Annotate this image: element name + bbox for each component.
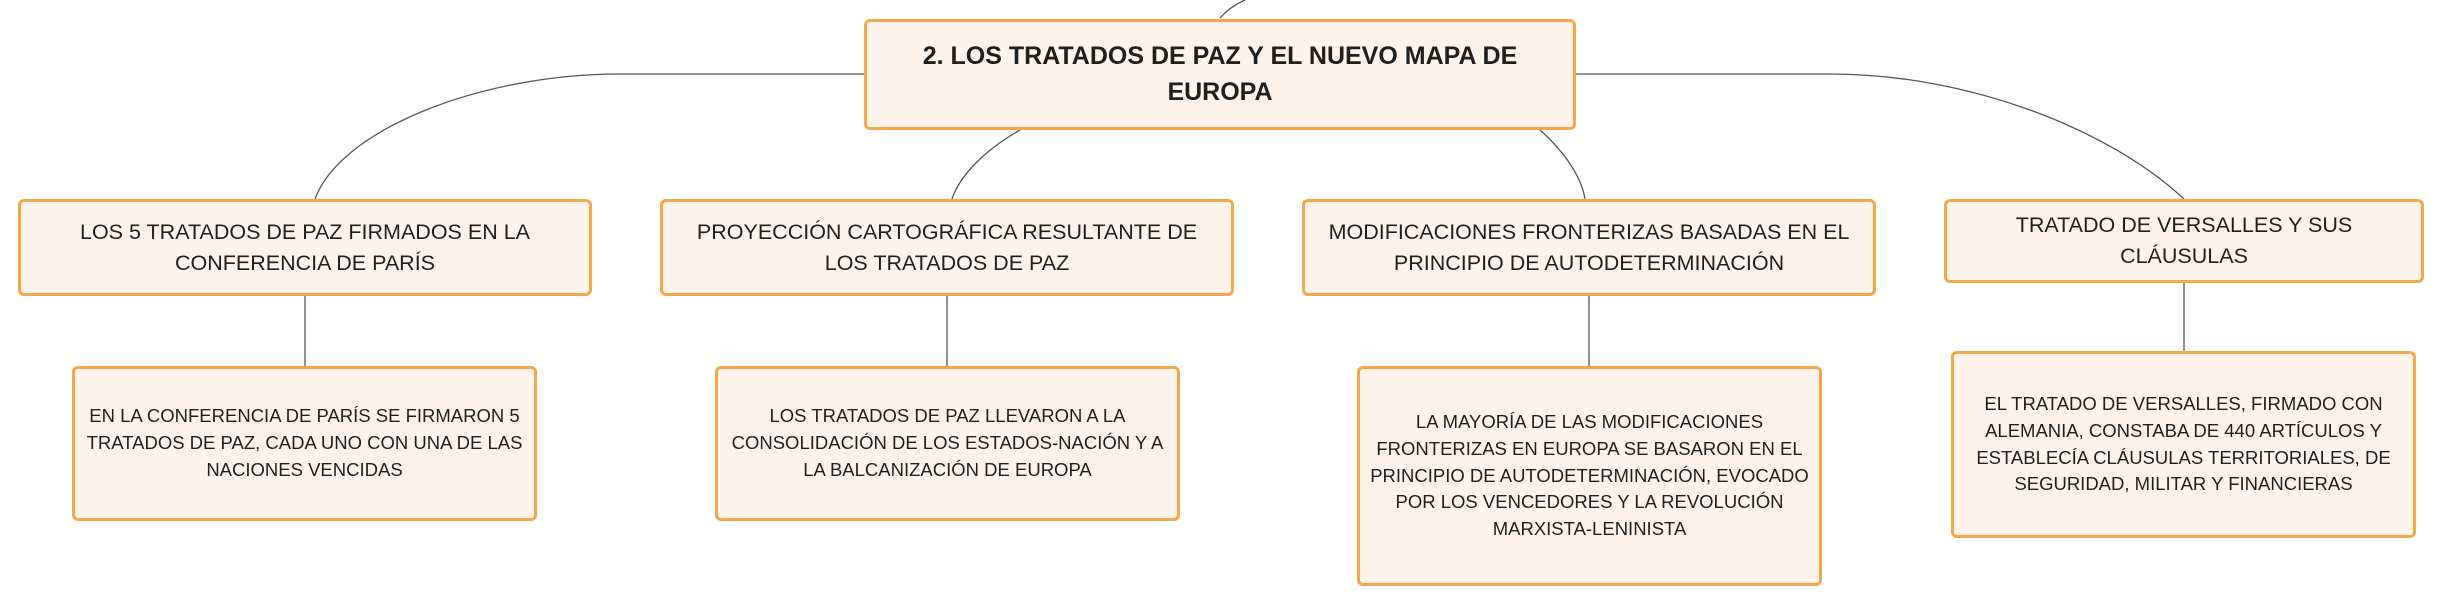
root-node-label: 2. LOS TRATADOS DE PAZ Y EL NUEVO MAPA DE EUROPA: [922, 42, 1518, 106]
detail-node-text: LOS TRATADOS DE PAZ LLEVARON A LA CONSOLIDACIÓN DE LOS ESTADOS-NACIÓN Y A LA BALCANIZACIÓN DE EUROPA: [731, 405, 1164, 480]
detail-node-paris-treaties[interactable]: [72, 366, 537, 521]
detail-node-text: EL TRATADO DE VERSALLES, FIRMADO CON ALEMANIA, CONSTABA DE 440 ARTÍCULOS Y ESTABLECÍA CLÁUSULAS TERRITORIALES, DE SEGURIDAD, MILITAR Y FINANCIERAS: [1976, 392, 2391, 495]
connector-root-to-topic-4: [1576, 74, 2184, 199]
connector-root-to-topic-2: [952, 130, 1020, 199]
connector-root-to-topic-1: [315, 74, 864, 199]
topic-node-label: TRATADO DE VERSALLES Y SUS CLÁUSULAS: [2015, 213, 2353, 268]
topic-node-label: PROYECCIÓN CARTOGRÁFICA RESULTANTE DE LOS TRATADOS DE PAZ: [696, 219, 1198, 275]
topic-node-cartographic-projection[interactable]: [660, 199, 1234, 296]
topic-node-versailles-treaty[interactable]: [1944, 199, 2424, 283]
topic-node-label: MODIFICACIONES FRONTERIZAS BASADAS EN EL PRINCIPIO DE AUTODETERMINACIÓN: [1328, 219, 1850, 275]
connector-root-to-topic-3: [1540, 130, 1585, 199]
topic-node-paris-treaties[interactable]: [18, 199, 592, 296]
detail-node-border-modifications[interactable]: [1357, 366, 1822, 586]
detail-node-text: EN LA CONFERENCIA DE PARÍS SE FIRMARON 5 TRATADOS DE PAZ, CADA UNO CON UNA DE LAS NACIONES VENCIDAS: [86, 405, 523, 480]
topic-node-border-modifications[interactable]: [1302, 199, 1876, 296]
topic-node-label: LOS 5 TRATADOS DE PAZ FIRMADOS EN LA CONFERENCIA DE PARÍS: [80, 219, 530, 275]
detail-node-versailles-treaty[interactable]: [1951, 351, 2416, 538]
root-node[interactable]: [864, 19, 1576, 130]
connector-parent-to-root: [1220, 0, 1245, 18]
detail-node-cartographic-projection[interactable]: [715, 366, 1180, 521]
detail-node-text: LA MAYORÍA DE LAS MODIFICACIONES FRONTERIZAS EN EUROPA SE BASARON EN EL PRINCIPIO DE AUTODETERMINACIÓN, EVOCADO POR LOS VENCEDORES Y LA REVOLUCIÓN MARXISTA-LENINISTA: [1370, 410, 1809, 540]
